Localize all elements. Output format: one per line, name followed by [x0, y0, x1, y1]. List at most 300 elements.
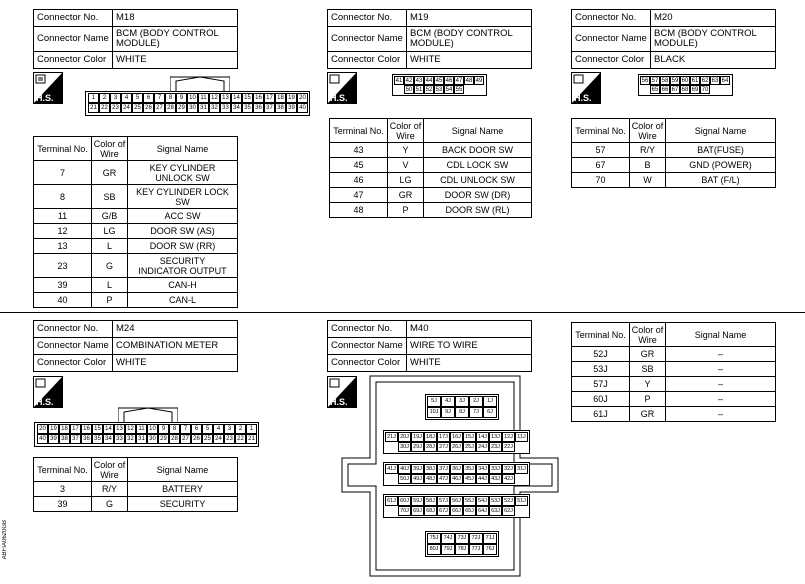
- terminal-cell: 57J: [572, 377, 630, 392]
- pin-cavity: 3J: [455, 396, 469, 407]
- wire-color-cell: P: [630, 392, 666, 407]
- pin-cavity: 29J: [411, 442, 424, 452]
- pin-cavity: 68: [681, 87, 689, 93]
- pin-cavity: 6: [191, 424, 202, 434]
- label-connector-no: Connector No.: [328, 10, 407, 27]
- pin-cavity: 12: [125, 424, 136, 434]
- pin-cavity: 56J: [450, 496, 463, 506]
- connector-color-value: WHITE: [113, 52, 238, 69]
- header-terminal: Terminal No.: [34, 137, 92, 161]
- label-connector-no: Connector No.: [34, 321, 113, 338]
- pin-cavity: 22: [99, 103, 110, 113]
- signal-name-cell: –: [666, 347, 776, 362]
- pin-cavity: 50J: [398, 474, 411, 484]
- pin-cavity: 63: [711, 78, 719, 84]
- table-row: [330, 173, 532, 188]
- table-row: [34, 224, 238, 239]
- pin-cavity: 8J: [455, 407, 469, 418]
- pin-cavity: 12J: [502, 432, 515, 442]
- pin-cavity: 40J: [398, 464, 411, 474]
- pin-cavity: 40: [37, 434, 48, 444]
- pin-cavity: 52: [425, 87, 433, 93]
- signal-name-cell: DOOR SW (RR): [128, 239, 238, 254]
- header-terminal: Terminal No.: [572, 119, 630, 143]
- wire-color-cell: P: [388, 203, 424, 218]
- pin-cavity: 16: [81, 424, 92, 434]
- connector-face-m19: [392, 74, 487, 96]
- table-row: [330, 188, 532, 203]
- table-row: [34, 254, 238, 278]
- pin-cavity: 15: [242, 93, 253, 103]
- pin-cavity: 36J: [450, 464, 463, 474]
- signal-name-cell: –: [666, 392, 776, 407]
- pin-cavity: 2: [235, 424, 246, 434]
- table-row: [330, 158, 532, 173]
- pin-block: [425, 531, 499, 557]
- pin-cavity: 35: [92, 434, 103, 444]
- pin-cavity: 14J: [476, 432, 489, 442]
- pin-cavity: 21J: [385, 432, 398, 442]
- pin-cavity: 2: [99, 93, 110, 103]
- signal-table-m19: [329, 118, 532, 218]
- pin-cavity: 48J: [424, 474, 437, 484]
- pin-cavity: 45: [435, 78, 443, 84]
- pin-cavity: 35: [242, 103, 253, 113]
- pin-cavity: 63J: [489, 506, 502, 516]
- pin-cavity: 27: [180, 434, 191, 444]
- signal-name-cell: DOOR SW (DR): [424, 188, 532, 203]
- terminal-cell: 3: [34, 482, 92, 497]
- wire-color-cell: LG: [92, 224, 128, 239]
- table-row: [34, 209, 238, 224]
- wire-color-cell: L: [92, 278, 128, 293]
- pin-cavity: 8: [165, 93, 176, 103]
- connector-no-value: M40: [407, 321, 532, 338]
- table-row: [34, 161, 238, 185]
- pin-cavity: 28J: [424, 442, 437, 452]
- pin-cavity: 62: [701, 78, 709, 84]
- pin-cavity: 1: [246, 424, 257, 434]
- pin-cavity: 4: [213, 424, 224, 434]
- connector-info-m24: [33, 320, 238, 372]
- connector-face-m20: [638, 74, 733, 96]
- label-connector-no: Connector No.: [328, 321, 407, 338]
- hs-label: H.S.: [36, 93, 54, 103]
- pin-cavity: 39J: [411, 464, 424, 474]
- terminal-cell: 46: [330, 173, 388, 188]
- pin-cavity: 55: [455, 87, 463, 93]
- label-connector-color: Connector Color: [34, 52, 113, 69]
- pin-cavity: 30J: [398, 442, 411, 452]
- pin-cavity: 76J: [483, 544, 497, 555]
- connector-info-m18: [33, 9, 238, 69]
- terminal-cell: 60J: [572, 392, 630, 407]
- pin-cavity: 23J: [489, 442, 502, 452]
- pin-cavity: 17J: [437, 432, 450, 442]
- header-color: Color of Wire: [630, 119, 666, 143]
- pin-cavity: 71J: [483, 533, 497, 544]
- pin-cavity: 41: [395, 78, 403, 84]
- signal-name-cell: DOOR SW (AS): [128, 224, 238, 239]
- pin-cavity: 33J: [489, 464, 502, 474]
- terminal-cell: 8: [34, 185, 92, 209]
- table-row: [34, 293, 238, 308]
- terminal-cell: 7: [34, 161, 92, 185]
- pin-cavity: 55J: [463, 496, 476, 506]
- pin-cavity: 67J: [437, 506, 450, 516]
- header-signal: Signal Name: [666, 323, 776, 347]
- wire-color-cell: G: [92, 497, 128, 512]
- signal-name-cell: –: [666, 377, 776, 392]
- hs-label: H.S.: [36, 397, 54, 407]
- pin-cavity: 38: [59, 434, 70, 444]
- pin-cavity: 24: [213, 434, 224, 444]
- table-row: [572, 347, 776, 362]
- table-row: [330, 203, 532, 218]
- pin-cavity: 74J: [441, 533, 455, 544]
- label-connector-no: Connector No.: [34, 10, 113, 27]
- pin-cavity: 49J: [411, 474, 424, 484]
- pin-cavity: 64J: [476, 506, 489, 516]
- wire-color-cell: R/Y: [630, 143, 666, 158]
- connector-color-value: WHITE: [407, 355, 532, 372]
- pin-cavity: 28: [169, 434, 180, 444]
- pin-cavity: 30: [187, 103, 198, 113]
- wire-color-cell: R/Y: [92, 482, 128, 497]
- pin-cavity: 47: [455, 78, 463, 84]
- signal-name-cell: BACK DOOR SW: [424, 143, 532, 158]
- header-color: Color of Wire: [388, 119, 424, 143]
- table-row: [572, 362, 776, 377]
- terminal-cell: 11: [34, 209, 92, 224]
- connector-name-value: BCM (BODY CONTROL MODULE): [407, 27, 532, 52]
- pin-cavity: 36: [253, 103, 264, 113]
- pin-cavity: 11: [198, 93, 209, 103]
- pin-cavity: 46J: [450, 474, 463, 484]
- label-connector-color: Connector Color: [34, 355, 113, 372]
- wire-color-cell: Y: [388, 143, 424, 158]
- connector-face-m18: [85, 91, 310, 116]
- pin-cavity: 59J: [411, 496, 424, 506]
- terminal-cell: 40: [34, 293, 92, 308]
- wire-color-cell: G/B: [92, 209, 128, 224]
- pin-cavity: 70: [701, 87, 709, 93]
- header-color: Color of Wire: [630, 323, 666, 347]
- pin-cavity: 25: [132, 103, 143, 113]
- pin-cavity: 33: [220, 103, 231, 113]
- pin-cavity: 5: [202, 424, 213, 434]
- header-terminal: Terminal No.: [34, 458, 92, 482]
- signal-name-cell: KEY CYLINDER LOCK SW: [128, 185, 238, 209]
- table-row: [34, 185, 238, 209]
- pin-cavity: 1J: [483, 396, 497, 407]
- table-row: [330, 143, 532, 158]
- wire-color-cell: GR: [630, 407, 666, 422]
- pin-cavity: 48: [465, 78, 473, 84]
- pin-cavity: 65: [651, 87, 659, 93]
- pin-cavity: 77J: [469, 544, 483, 555]
- label-connector-no: Connector No.: [572, 10, 651, 27]
- hs-label: H.S.: [574, 93, 592, 103]
- pin-cavity: 60J: [398, 496, 411, 506]
- connector-color-value: BLACK: [651, 52, 776, 69]
- pin-cavity: 17: [264, 93, 275, 103]
- pin-cavity: 34: [103, 434, 114, 444]
- header-terminal: Terminal No.: [572, 323, 630, 347]
- pin-cavity: 80J: [427, 544, 441, 555]
- pin-cavity: 79J: [441, 544, 455, 555]
- wire-color-cell: LG: [388, 173, 424, 188]
- signal-name-cell: DOOR SW (RL): [424, 203, 532, 218]
- pin-cavity: 5J: [427, 396, 441, 407]
- terminal-cell: 48: [330, 203, 388, 218]
- pin-cavity: 9: [176, 93, 187, 103]
- pin-cavity: 29: [176, 103, 187, 113]
- pin-cavity: 4J: [441, 396, 455, 407]
- connector-info-m20: [571, 9, 776, 69]
- signal-name-cell: CDL LOCK SW: [424, 158, 532, 173]
- label-connector-name: Connector Name: [572, 27, 651, 52]
- pin-cavity: 53: [435, 87, 443, 93]
- wire-color-cell: P: [92, 293, 128, 308]
- pin-cavity: 21: [246, 434, 257, 444]
- signal-name-cell: –: [666, 362, 776, 377]
- pin-cavity: 18: [59, 424, 70, 434]
- pin-cavity: 49: [475, 78, 483, 84]
- pin-cavity: 45J: [463, 474, 476, 484]
- pin-cavity: 33: [114, 434, 125, 444]
- signal-name-cell: KEY CYLINDER UNLOCK SW: [128, 161, 238, 185]
- pin-cavity: 51: [415, 87, 423, 93]
- pin-cavity: 8: [169, 424, 180, 434]
- terminal-cell: 12: [34, 224, 92, 239]
- header-signal: Signal Name: [128, 137, 238, 161]
- signal-name-cell: CDL UNLOCK SW: [424, 173, 532, 188]
- table-row: [572, 407, 776, 422]
- pin-cavity: 10: [187, 93, 198, 103]
- pin-cavity: 25: [202, 434, 213, 444]
- pin-cavity: 41J: [385, 464, 398, 474]
- pin-cavity: 22: [235, 434, 246, 444]
- pin-cavity: 4: [121, 93, 132, 103]
- pin-cavity: 66: [661, 87, 669, 93]
- signal-name-cell: BAT (F/L): [666, 173, 776, 188]
- pin-cavity: 70J: [398, 506, 411, 516]
- pin-cavity: 38J: [424, 464, 437, 474]
- table-row: [34, 482, 238, 497]
- wire-color-cell: GR: [388, 188, 424, 203]
- hs-label: H.S.: [330, 93, 348, 103]
- connector-no-value: M20: [651, 10, 776, 27]
- pin-cavity: 20: [297, 93, 308, 103]
- table-row: [572, 173, 776, 188]
- signal-name-cell: SECURITY: [128, 497, 238, 512]
- wire-color-cell: B: [630, 158, 666, 173]
- pin-cavity: 2J: [469, 396, 483, 407]
- pin-cavity: 27: [154, 103, 165, 113]
- pin-cavity: 18: [275, 93, 286, 103]
- pin-cavity: 17: [70, 424, 81, 434]
- pin-cavity: 1: [88, 93, 99, 103]
- header-terminal: Terminal No.: [330, 119, 388, 143]
- table-row: [34, 239, 238, 254]
- pin-cavity: 46: [445, 78, 453, 84]
- label-connector-name: Connector Name: [34, 338, 113, 355]
- pin-cavity: 11: [136, 424, 147, 434]
- connector-no-value: M19: [407, 10, 532, 27]
- pin-cavity: 43J: [489, 474, 502, 484]
- pin-cavity: 39: [286, 103, 297, 113]
- pin-cavity: 14: [231, 93, 242, 103]
- table-row: [572, 143, 776, 158]
- pin-cavity: 68J: [424, 506, 437, 516]
- pin-cavity: 24J: [476, 442, 489, 452]
- pin-cavity: 72J: [469, 533, 483, 544]
- pin-cavity: 10: [147, 424, 158, 434]
- pin-cavity: 54J: [476, 496, 489, 506]
- connector-color-value: WHITE: [407, 52, 532, 69]
- pin-cavity: 44: [425, 78, 433, 84]
- pin-cavity: 47J: [437, 474, 450, 484]
- pin-cavity: 23: [110, 103, 121, 113]
- pin-cavity: 35J: [463, 464, 476, 474]
- table-row: [572, 377, 776, 392]
- pin-cavity: 69: [691, 87, 699, 93]
- pin-cavity: 73J: [455, 533, 469, 544]
- terminal-cell: 13: [34, 239, 92, 254]
- header-signal: Signal Name: [128, 458, 238, 482]
- connector-name-value: WIRE TO WIRE: [407, 338, 532, 355]
- pin-cavity: 37J: [437, 464, 450, 474]
- pin-cavity: 38: [275, 103, 286, 113]
- pin-cavity: 64: [721, 78, 729, 84]
- hs-label: H.S.: [330, 397, 348, 407]
- pin-cavity: 9: [158, 424, 169, 434]
- pin-cavity: 53J: [489, 496, 502, 506]
- pin-block: [383, 494, 530, 518]
- pin-cavity: 15J: [463, 432, 476, 442]
- table-row: [572, 392, 776, 407]
- signal-name-cell: SECURITY INDICATOR OUTPUT: [128, 254, 238, 278]
- terminal-cell: 23: [34, 254, 92, 278]
- pin-cavity: 43: [415, 78, 423, 84]
- table-row: [572, 158, 776, 173]
- pin-cavity: 7J: [469, 407, 483, 418]
- pin-cavity: 16: [253, 93, 264, 103]
- table-row: [34, 497, 238, 512]
- pin-cavity: 34J: [476, 464, 489, 474]
- terminal-cell: 53J: [572, 362, 630, 377]
- pin-block: [425, 394, 499, 420]
- pin-cavity: 44J: [476, 474, 489, 484]
- figure-code: ABFIA0620GB: [2, 520, 8, 560]
- pin-cavity: 61: [691, 78, 699, 84]
- wire-color-cell: L: [92, 239, 128, 254]
- terminal-cell: 43: [330, 143, 388, 158]
- pin-cavity: 27J: [437, 442, 450, 452]
- connector-name-value: BCM (BODY CONTROL MODULE): [651, 27, 776, 52]
- signal-table-m24: [33, 457, 238, 512]
- connector-face-m24: [34, 422, 259, 447]
- signal-name-cell: BATTERY: [128, 482, 238, 497]
- pin-cavity: 56: [641, 78, 649, 84]
- pin-cavity: 3: [110, 93, 121, 103]
- pin-cavity: 31: [198, 103, 209, 113]
- pin-cavity: 22J: [502, 442, 515, 452]
- pin-cavity: 65J: [463, 506, 476, 516]
- label-connector-name: Connector Name: [34, 27, 113, 52]
- connector-info-m40: [327, 320, 532, 372]
- terminal-cell: 61J: [572, 407, 630, 422]
- terminal-cell: 47: [330, 188, 388, 203]
- pin-cavity: 15: [92, 424, 103, 434]
- signal-name-cell: GND (POWER): [666, 158, 776, 173]
- signal-table-m18: [33, 136, 238, 308]
- connector-latch: [170, 75, 230, 92]
- pin-cavity: 57J: [437, 496, 450, 506]
- pin-cavity: 67: [671, 87, 679, 93]
- pin-cavity: 10J: [427, 407, 441, 418]
- pin-cavity: 13: [114, 424, 125, 434]
- pin-cavity: 23: [224, 434, 235, 444]
- pin-cavity: 62J: [502, 506, 515, 516]
- connector-name-value: BCM (BODY CONTROL MODULE): [113, 27, 238, 52]
- signal-name-cell: BAT(FUSE): [666, 143, 776, 158]
- pin-cavity: 69J: [411, 506, 424, 516]
- pin-cavity: 20: [37, 424, 48, 434]
- pin-cavity: 13: [220, 93, 231, 103]
- pin-cavity: 32J: [502, 464, 515, 474]
- pin-cavity: 50: [405, 87, 413, 93]
- pin-cavity: 14: [103, 424, 114, 434]
- pin-cavity: 32: [209, 103, 220, 113]
- pin-cavity: 75J: [427, 533, 441, 544]
- label-connector-name: Connector Name: [328, 27, 407, 52]
- pin-cavity: 60: [681, 78, 689, 84]
- pin-cavity: 6J: [483, 407, 497, 418]
- wire-color-cell: G: [92, 254, 128, 278]
- pin-cavity: 13J: [489, 432, 502, 442]
- pin-cavity: 30: [147, 434, 158, 444]
- pin-cavity: 18J: [424, 432, 437, 442]
- signal-name-cell: CAN-H: [128, 278, 238, 293]
- terminal-cell: 70: [572, 173, 630, 188]
- pin-cavity: 42: [405, 78, 413, 84]
- pin-cavity: 51J: [515, 496, 528, 506]
- header-color: Color of Wire: [92, 458, 128, 482]
- pin-cavity: 34: [231, 103, 242, 113]
- wire-color-cell: W: [630, 173, 666, 188]
- header-color: Color of Wire: [92, 137, 128, 161]
- pin-cavity: 57: [651, 78, 659, 84]
- wire-color-cell: V: [388, 158, 424, 173]
- pin-cavity: 36: [81, 434, 92, 444]
- pin-cavity: 31J: [515, 464, 528, 474]
- pin-cavity: 16J: [450, 432, 463, 442]
- pin-cavity: 37: [70, 434, 81, 444]
- terminal-cell: 39: [34, 278, 92, 293]
- signal-name-cell: –: [666, 407, 776, 422]
- pin-cavity: 6: [143, 93, 154, 103]
- label-connector-color: Connector Color: [572, 52, 651, 69]
- label-connector-name: Connector Name: [328, 338, 407, 355]
- pin-cavity: 40: [297, 103, 308, 113]
- wire-color-cell: GR: [92, 161, 128, 185]
- wire-color-cell: SB: [630, 362, 666, 377]
- pin-cavity: 54: [445, 87, 453, 93]
- section-divider: [0, 312, 805, 313]
- pin-cavity: 59: [671, 78, 679, 84]
